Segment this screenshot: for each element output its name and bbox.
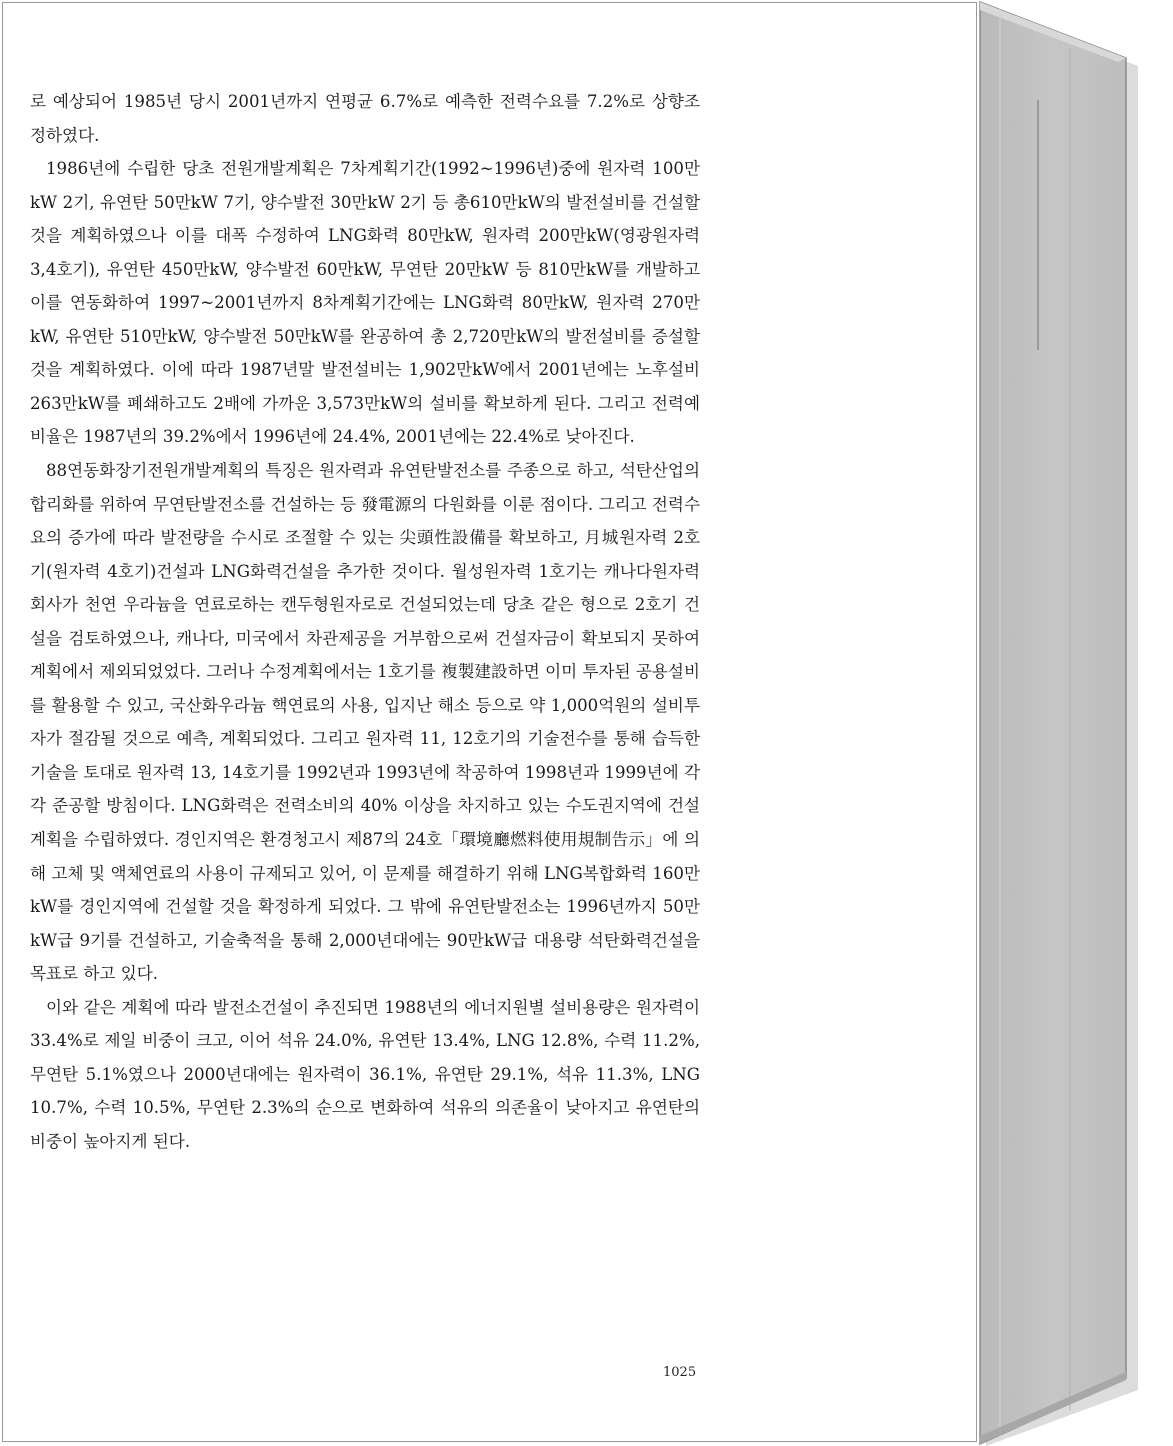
paragraph-1: 로 예상되어 1985년 당시 2001년까지 연평균 6.7%로 예측한 전력수요를 7.2%로 상향조정하였다. (30, 92, 700, 145)
book-page-stack-edge (978, 0, 1173, 1446)
paragraph-3: 88연동화장기전원개발계획의 특징은 원자력과 유연탄발전소를 주종으로 하고, 석탄산업의 합리화를 위하여 무연탄발전소를 건설하는 등 發電源의 다원화를 이룬 점이다. 그리고 전력수요의 증가에 따라 발전량을 수시로 조절할 수 있는 尖頭性設備를 확보하고, 月城원자력 2호기(원자력 4호기)건설과 LNG화력건설을 추가한 것이다. 월성원자력 1호기는 캐나다원자력회사가 천연 우라늄을 연료로하는 캔두형원자로로 건설되었는데 당초 같은 형으로 2호기 건설을 검토하였으나, 캐나다, 미국에서 차관제공을 거부함으로써 건설자금이 확보되지 못하여 계획에서 제외되었었다. 그러나 수정계획에서는 1호기를 複製建設하면 이미 투자된 공용설비를 활용할 수 있고, 국산화우라늄 핵연료의 사용, 입지난 해소 등으로 약 1,000억원의 설비투자가 절감될 것으로 예측, 계획되었다. 그리고 원자력 11, 12호기의 기술전수를 통해 습득한 기술을 토대로 원자력 13, 14호기를 1992년과 1993년에 착공하여 1998년과 1999년에 각각 준공할 방침이다. LNG화력은 전력소비의 40% 이상을 차지하고 있는 수도권지역에 건설계획을 수립하였다. 경인지역은 환경청고시 제87의 24호「環境廳燃料使用規制告示」에 의해 고체 및 액체연료의 사용이 규제되고 있어, 이 문제를 해결하기 위해 LNG복합화력 160만kW를 경인지역에 건설할 것을 확정하게 되었다. 그 밖에 유연탄발전소는 1996년까지 50만kW급 9기를 건설하고, 기술축적을 통해 2,000년대에는 90만kW급 대용량 석탄화력건설을 목표로 하고 있다. (30, 461, 700, 984)
document-page (2, 2, 977, 1442)
body-text (30, 85, 700, 1159)
paragraph-4: 이와 같은 계획에 따라 발전소건설이 추진되면 1988년의 에너지원별 설비용량은 원자력이 33.4%로 제일 비중이 크고, 이어 석유 24.0%, 유연탄 13.4%, LNG 12.8%, 수력 11.2%, 무연탄 5.1%였으나 2000년대에는 원자력이 36.1%, 유연탄 29.1%, 석유 11.3%, LNG 10.7%, 수력 10.5%, 무연탄 2.3%의 순으로 변화하여 석유의 의존율이 낮아지고 유연탄의 비중이 높아지게 된다. (30, 997, 700, 1151)
page-number: 1025 (663, 1365, 697, 1380)
paragraph-2: 1986년에 수립한 당초 전원개발계획은 7차계획기간(1992~1996년)중에 원자력 100만kW 2기, 유연탄 50만kW 7기, 양수발전 30만kW 2기 등 총610만kW의 발전설비를 건설할 것을 계획하였으나 이를 대폭 수정하여 LNG화력 80만kW, 원자력 200만kW(영광원자력 3,4호기), 유연탄 450만kW, 양수발전 60만kW, 무연탄 20만kW 등 810만kW를 개발하고 이를 연동화하여 1997~2001년까지 8차계획기간에는 LNG화력 80만kW, 원자력 270만kW, 유연탄 510만kW, 양수발전 50만kW를 완공하여 총 2,720만kW의 발전설비를 증설할 것을 계획하였다. 이에 따라 1987년말 발전설비는 1,902만kW에서 2001년에는 노후설비 263만kW를 폐쇄하고도 2배에 가까운 3,573만kW의 설비를 확보하게 된다. 그리고 전력예비율은 1987년의 39.2%에서 1996년에 24.4%, 2001년에는 22.4%로 낮아진다. (30, 159, 700, 447)
